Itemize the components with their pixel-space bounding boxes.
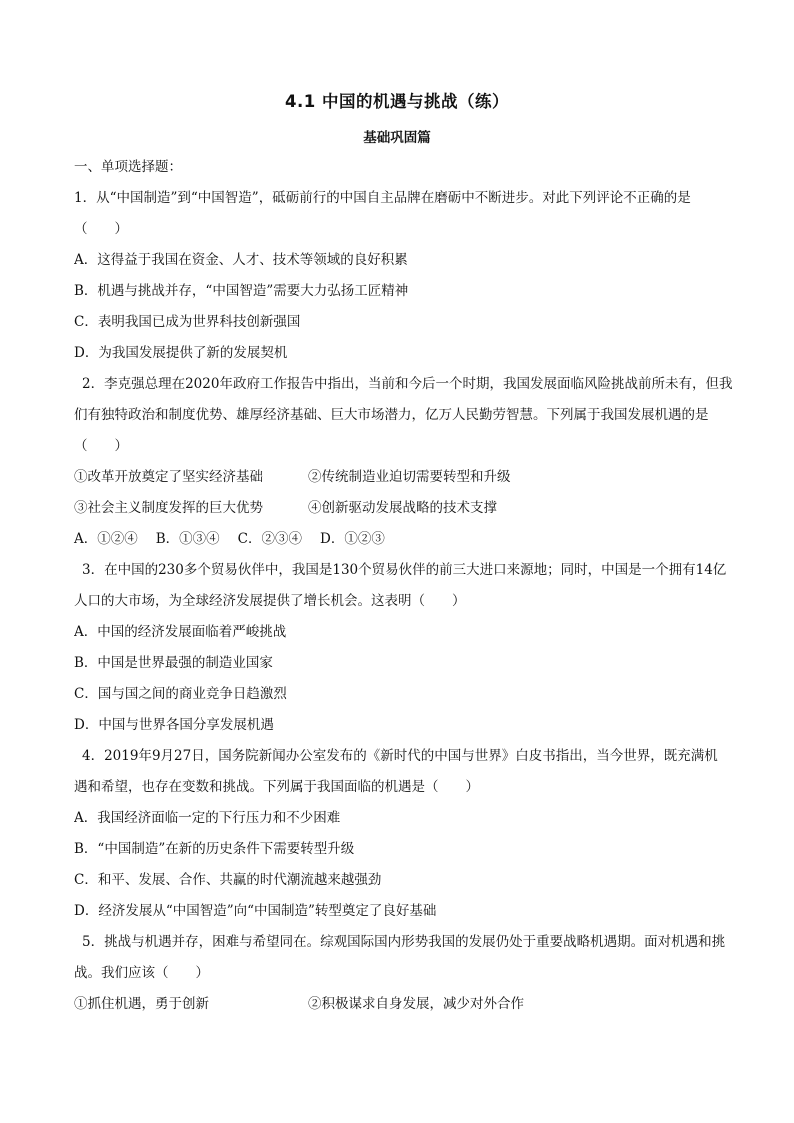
option-b: B．“中国制造”在新的历史条件下需要转型升级 bbox=[74, 841, 355, 857]
option-d: D．经济发展从“中国智造”向“中国制造”转型奠定了良好基础 bbox=[74, 903, 437, 919]
option-b: B．中国是世界最强的制造业国家 bbox=[74, 655, 273, 671]
question-stem: 4．2019年9月27日，国务院新闻办公室发布的《新时代的中国与世界》白皮书指出，当今世界，既充满机 bbox=[82, 748, 718, 764]
question-stem-continued: 人口的大市场，为全球经济发展提供了增长机会。这表明（ ） bbox=[74, 593, 466, 609]
question-4 bbox=[74, 741, 738, 927]
question-stem-continued: 遇和希望，也存在变数和挑战。下列属于我国面临的机遇是（ ） bbox=[74, 779, 479, 795]
answer-blank: （ ） bbox=[74, 221, 128, 237]
option-c: C．和平、发展、合作、共赢的时代潮流越来越强劲 bbox=[74, 872, 382, 888]
statement-3: ③社会主义制度发挥的巨大优势 bbox=[74, 500, 263, 516]
option-c: C．②③④ bbox=[237, 531, 303, 547]
page-title: 4.1 中国的机遇与挑战（练） bbox=[285, 92, 509, 111]
option-a: A．①②④ bbox=[74, 531, 138, 547]
question-5 bbox=[74, 927, 738, 1020]
question-stem: 5．挑战与机遇并存，困难与希望同在。综观国际国内形势我国的发展仍处于重要战略机遇期。面对机遇和挑 bbox=[82, 934, 726, 950]
question-stem: 2．李克强总理在2020年政府工作报告中指出，当前和今后一个时期，我国发展面临风险挑战前所未有，但我 bbox=[82, 376, 733, 392]
option-c: C．国与国之间的商业竞争日趋激烈 bbox=[74, 686, 287, 702]
statement-2: ②积极谋求自身发展，减少对外合作 bbox=[308, 996, 524, 1012]
statement-row bbox=[74, 493, 738, 524]
option-b: B．①③④ bbox=[155, 531, 220, 547]
statement-4: ④创新驱动发展战略的技术支撑 bbox=[308, 500, 497, 516]
option-a: A．这得益于我国在资金、人才、技术等领域的良好积累 bbox=[74, 252, 408, 268]
option-b: B．机遇与挑战并存，“中国智造”需要大力弘扬工匠精神 bbox=[74, 283, 409, 299]
answer-blank: （ ） bbox=[74, 438, 128, 454]
question-1 bbox=[74, 183, 738, 369]
question-stem: 3．在中国的230多个贸易伙伴中，我国是130个贸易伙伴的前三大进口来源地；同时，中国是一个拥有14亿 bbox=[82, 562, 727, 578]
statement-1: ①改革开放奠定了坚实经济基础 bbox=[74, 469, 263, 485]
answer-choices bbox=[74, 524, 738, 555]
question-2 bbox=[74, 369, 738, 555]
option-d: D．中国与世界各国分享发展机遇 bbox=[74, 717, 274, 733]
question-stem-continued: 们有独特政治和制度优势、雄厚经济基础、巨大市场潜力，亿万人民勤劳智慧。下列属于我国发展机遇的是 bbox=[74, 407, 709, 423]
statement-1: ①抓住机遇，勇于创新 bbox=[74, 996, 209, 1012]
question-stem-continued: 战。我们应该（ ） bbox=[74, 965, 209, 981]
question-list bbox=[74, 152, 738, 1020]
statement-row bbox=[74, 462, 738, 493]
statement-row bbox=[74, 989, 738, 1020]
option-c: C．表明我国已成为世界科技创新强国 bbox=[74, 314, 301, 330]
section-heading: 一、单项选择题： bbox=[74, 159, 182, 175]
statement-2: ②传统制造业迫切需要转型和升级 bbox=[308, 469, 511, 485]
question-stem: 1．从“中国制造”到“中国智造”，砥砺前行的中国自主品牌在磨砺中不断进步。对此下列评论不正确的是 bbox=[74, 190, 691, 206]
question-3 bbox=[74, 555, 738, 741]
option-d: D．为我国发展提供了新的发展契机 bbox=[74, 345, 288, 361]
option-a: A．我国经济面临一定的下行压力和不少困难 bbox=[74, 810, 341, 826]
option-a: A．中国的经济发展面临着严峻挑战 bbox=[74, 624, 287, 640]
page-subtitle: 基础巩固篇 bbox=[363, 130, 431, 146]
option-d: D．①②③ bbox=[320, 531, 385, 547]
